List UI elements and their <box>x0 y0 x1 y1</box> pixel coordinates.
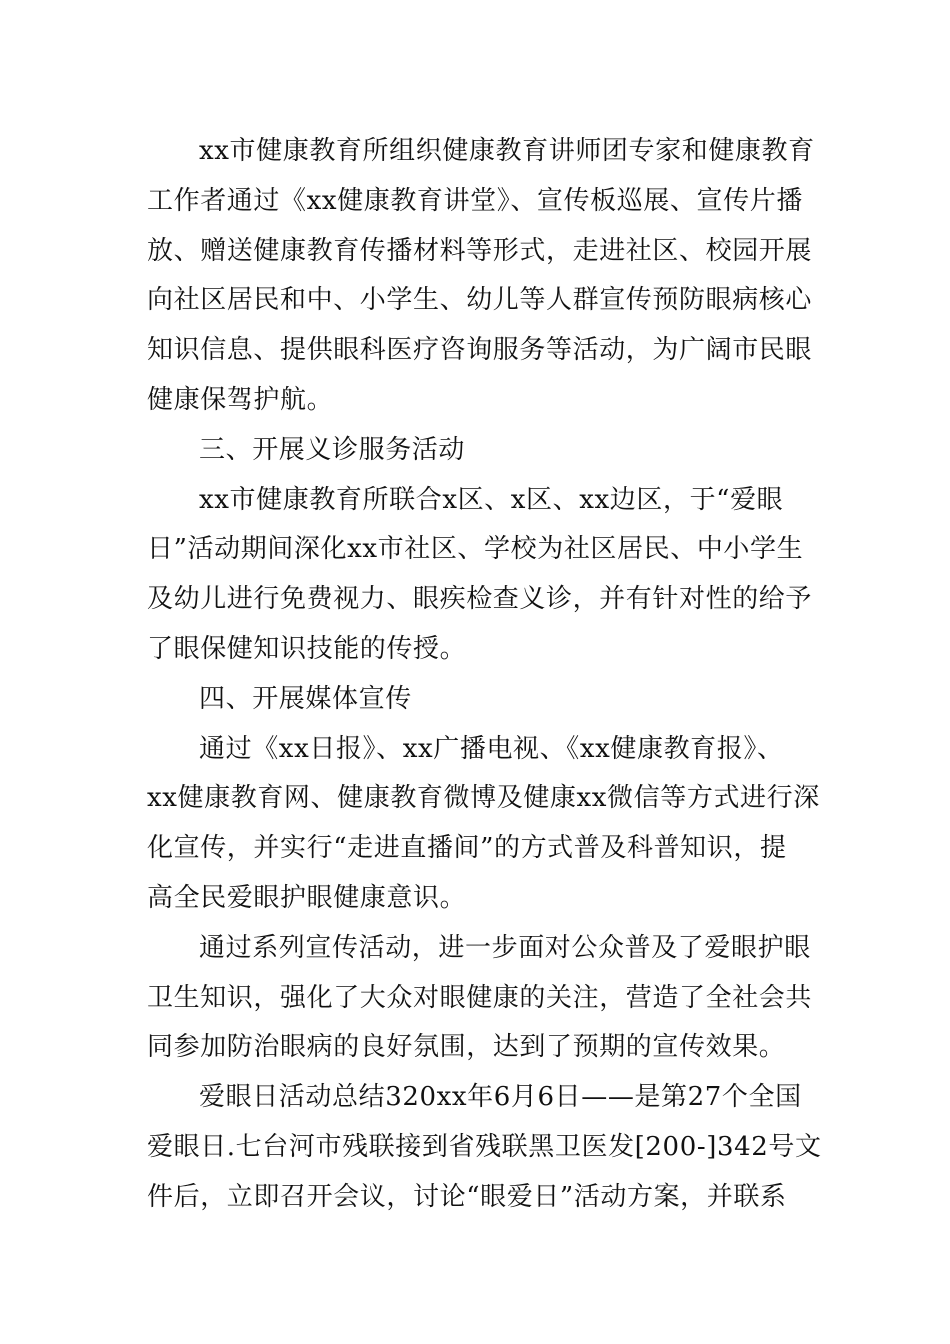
text-line: 健康保驾护航。 <box>147 384 334 415</box>
text-line: xx市健康教育所联合x区、x区、xx边区，于“爱眼 <box>199 484 784 515</box>
document-body <box>147 127 822 1223</box>
section-heading: 四、开展媒体宣传 <box>199 683 412 714</box>
text-line: 卫生知识，强化了大众对眼健康的关注，营造了全社会共 <box>147 982 813 1013</box>
text-line: 高全民爱眼护眼健康意识。 <box>147 882 467 913</box>
text-line: 放、赠送健康教育传播材料等形式，走进社区、校园开展 <box>147 235 813 266</box>
text-line: 及幼儿进行免费视力、眼疾检查义诊，并有针对性的给予 <box>147 584 813 615</box>
text-line: 爱眼日活动总结320xx年6月6日——是第27个全国 <box>199 1082 802 1113</box>
text-line: 知识信息、提供眼科医疗咨询服务等活动，为广阔市民眼 <box>147 335 813 366</box>
text-line: 化宣传，并实行“走进直播间”的方式普及科普知识，提 <box>147 833 787 864</box>
text-line: xx健康教育网、健康教育微博及健康xx微信等方式进行深 <box>147 783 820 814</box>
text-line: xx市健康教育所组织健康教育讲师团专家和健康教育 <box>199 136 815 166</box>
text-line: 同参加防治眼病的良好氛围，达到了预期的宣传效果。 <box>147 1032 786 1063</box>
text-line: 通过《xx日报》、xx广播电视、《xx健康教育报》、 <box>199 733 784 764</box>
text-line: 了眼保健知识技能的传授。 <box>147 633 467 664</box>
text-line: 工作者通过《xx健康教育讲堂》、宣传板巡展、宣传片播 <box>147 185 803 216</box>
text-line: 通过系列宣传活动，进一步面对公众普及了爱眼护眼 <box>199 932 811 963</box>
text-line: 爱眼日.七台河市残联接到省残联黑卫医发[200-]342号文 <box>147 1131 822 1162</box>
text-line: 件后，立即召开会议，讨论“眼爱日”活动方案，并联系 <box>147 1181 787 1212</box>
text-line: 向社区居民和中、小学生、幼儿等人群宣传预防眼病核心 <box>147 285 813 316</box>
text-line: 日”活动期间深化xx市社区、学校为社区居民、中小学生 <box>147 534 804 565</box>
section-heading: 三、开展义诊服务活动 <box>199 434 466 465</box>
